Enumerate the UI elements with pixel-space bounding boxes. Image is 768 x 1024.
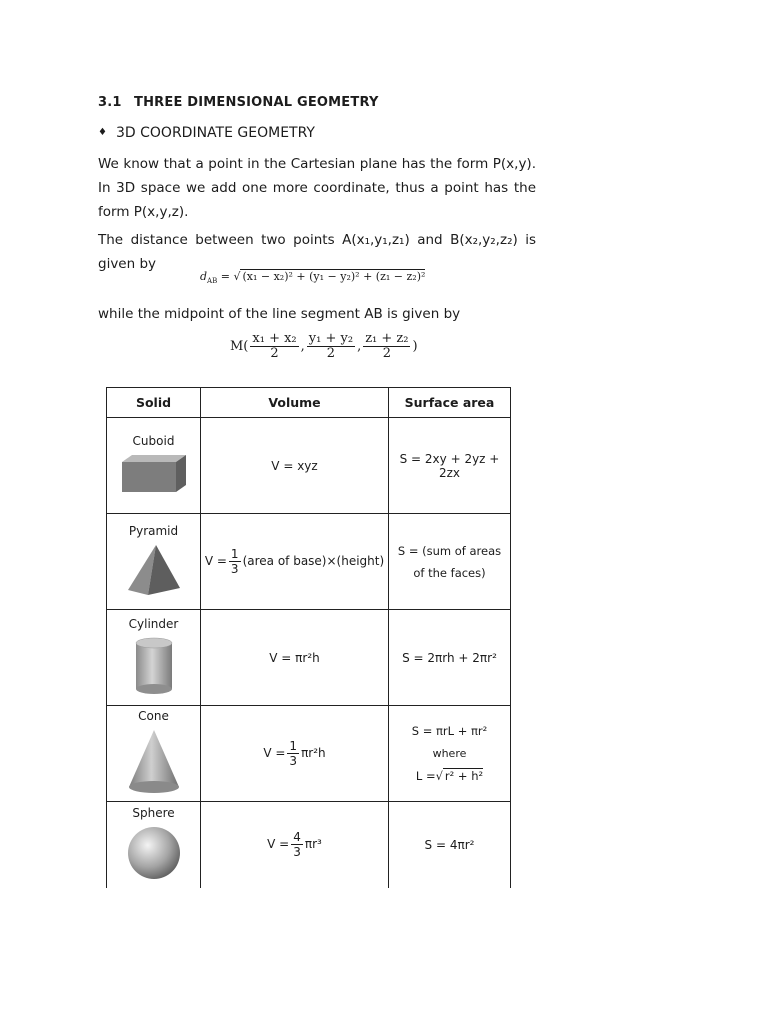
surface-area-cell: S = (sum of areas of the faces) (389, 514, 511, 610)
cone-icon (126, 729, 182, 795)
one-third-fraction: $\frac{1}{3}$ (230, 547, 239, 576)
volume-cell: V = $\frac{1}{3}$ (area of base)×(height) (201, 514, 389, 610)
midpoint-formula: M( $\frac{\text{x₁ + x₂}}{2}$ , $\frac{\text{y₁ + y₂}}{2}$ , $\frac{\text{z₁ + z₂}}{2}$ ) (230, 331, 418, 361)
midpoint-label: M( (230, 339, 249, 354)
pyramid-icon (126, 544, 182, 596)
header-volume: Volume (201, 388, 389, 418)
cylinder-icon (132, 637, 176, 695)
subsection-title: 3D COORDINATE GEOMETRY (116, 125, 315, 141)
solid-name: Sphere (132, 806, 175, 821)
subsection-heading (98, 125, 315, 141)
distance-paragraph: The distance between two points A(x₁,y₁,z₁) and B(x₂,y₂,z₂) is given by (98, 232, 536, 272)
solid-name: Cylinder (128, 617, 179, 631)
distance-subscript: AB (207, 277, 218, 286)
distance-formula: $d_{AB}$ = √ (x₁ − x₂)² + (y₁ − y₂)² + (z₁ − z₂)² (200, 270, 426, 286)
solid-name: Cone (138, 709, 169, 723)
table-row (107, 418, 511, 514)
four-thirds-fraction: $\frac{4}{3}$ (293, 830, 301, 860)
section-number: 3.1 (98, 95, 122, 110)
solid-cell (107, 802, 201, 888)
solid-cell (107, 706, 201, 802)
midpoint-x-fraction: $\frac{\text{x₁ + x₂}}{2}$ (252, 331, 297, 361)
one-third-fraction: $\frac{1}{3}$ (289, 739, 298, 768)
section-title: THREE DIMENSIONAL GEOMETRY (134, 95, 379, 110)
volume-cell: V = $\frac{4}{3}$ πr³ (201, 802, 389, 888)
header-surface-area: Surface area (389, 388, 511, 418)
surface-area-cell: S = 2xy + 2yz + 2zx (389, 418, 511, 514)
distance-radicand: (x₁ − x₂)² + (y₁ − y₂)² + (z₁ − z₂)² (242, 270, 426, 283)
midpoint-paragraph: while the midpoint of the line segment AB is given by (98, 306, 461, 322)
volume-cell: V = $\frac{1}{3}$ πr²h (201, 706, 389, 802)
solid-cell (107, 418, 201, 514)
table-header-row (107, 388, 511, 418)
table-row (107, 706, 511, 802)
solids-table (106, 387, 511, 888)
intro-paragraph: We know that a point in the Cartesian plane has the form P(x,y). In 3D space we add one more coordinate, thus a point has the form P(x,y,z). (98, 156, 536, 220)
cuboid-icon (120, 454, 188, 494)
midpoint-y-fraction: $\frac{\text{y₁ + y₂}}{2}$ (308, 331, 354, 361)
midpoint-z-fraction: $\frac{\text{z₁ + z₂}}{2}$ (365, 331, 409, 361)
distance-symbol: d (200, 270, 208, 283)
surface-area-cell: S = 4πr² (389, 802, 511, 888)
sphere-icon (124, 826, 184, 880)
section-heading (98, 95, 379, 110)
bullet-icon: ♦ (98, 127, 107, 138)
solid-cell (107, 610, 201, 706)
midpoint-close: ) (412, 339, 418, 354)
table-row (107, 610, 511, 706)
solid-name: Cuboid (132, 434, 175, 448)
surface-area-cell: S = 2πrh + 2πr² (389, 610, 511, 706)
table-row (107, 514, 511, 610)
solid-name: Pyramid (128, 524, 179, 538)
surface-area-cell: S = πrL + πr² where L =√ r² + h² (389, 706, 511, 802)
volume-cell: V = xyz (201, 418, 389, 514)
table-row (107, 802, 511, 888)
header-solid: Solid (107, 388, 201, 418)
volume-cell: V = πr²h (201, 610, 389, 706)
solid-cell (107, 514, 201, 610)
